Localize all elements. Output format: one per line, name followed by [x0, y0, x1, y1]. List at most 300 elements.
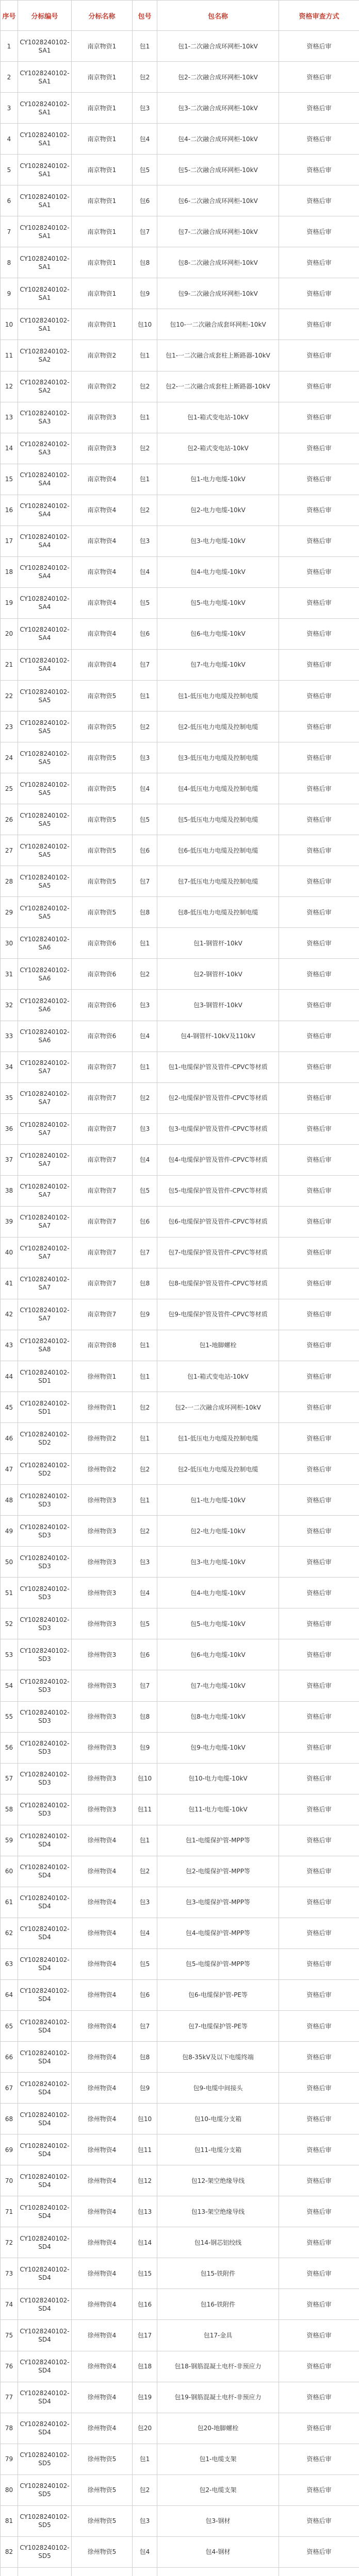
- table-row: [1, 1918, 359, 1948]
- cell-lot-name: 南京物资7: [72, 1237, 133, 1268]
- cell-package-no: 包11: [133, 1794, 157, 1825]
- cell-serial-no: 12: [1, 371, 18, 402]
- cell-lot-name: 南京物资7: [72, 1268, 133, 1299]
- cell-package-no: 包5: [133, 1175, 157, 1206]
- cell-review-method: 资格后审: [279, 309, 359, 340]
- cell-package-name: 包1-电力电缆-10kV: [157, 1485, 279, 1516]
- cell-review-method: 资格后审: [279, 1175, 359, 1206]
- cell-lot-code: CY1028240102-SA1: [18, 247, 72, 278]
- cell-package-name: 包11-电力电缆-10kV: [157, 1794, 279, 1825]
- cell-package-no: 包4: [133, 556, 157, 587]
- cell-package-no: 包8: [133, 897, 157, 928]
- cell-review-method: 资格后审: [279, 618, 359, 649]
- cell-review-method: 资格后审: [279, 835, 359, 866]
- cell-review-method: 资格后审: [279, 959, 359, 990]
- cell-package-name: 包5-低压电力电缆及控制电缆: [157, 804, 279, 835]
- cell-package-name: 包7-电缆保护管-PE等: [157, 2011, 279, 2042]
- cell-serial-no: 4: [1, 124, 18, 155]
- cell-package-name: 包1-二次融合成环网柜-10kV: [157, 31, 279, 62]
- table-row: [1, 185, 359, 216]
- cell-lot-name: 南京物资1: [72, 124, 133, 155]
- cell-lot-name: 徐州物资4: [72, 2011, 133, 2042]
- cell-lot-name: 徐州物资1: [72, 1392, 133, 1423]
- cell-review-method: 资格后审: [279, 587, 359, 618]
- cell-review-method: 资格后审: [279, 433, 359, 464]
- cell-package-name: 包14-钢芯铝绞线: [157, 2227, 279, 2258]
- table-header: [1, 1, 359, 31]
- table-row: [1, 897, 359, 928]
- cell-package-no: 包15: [133, 2258, 157, 2289]
- cell-review-method: [279, 2567, 359, 2576]
- cell-lot-name: 徐州物资4: [72, 1979, 133, 2010]
- table-row: [1, 711, 359, 742]
- cell-serial-no: 45: [1, 1392, 18, 1423]
- cell-serial-no: 77: [1, 2382, 18, 2413]
- cell-review-method: 资格后审: [279, 1578, 359, 1608]
- cell-package-no: 包3: [133, 1113, 157, 1144]
- cell-lot-code: CY1028240102-SD5: [18, 2505, 72, 2536]
- cell-package-name: 包6-电缆保护管-PE等: [157, 1979, 279, 2010]
- cell-lot-name: 南京物资6: [72, 928, 133, 959]
- cell-lot-code: CY1028240102-SD5: [18, 2444, 72, 2475]
- cell-serial-no: 3: [1, 93, 18, 124]
- cell-package-no: 包2: [133, 62, 157, 93]
- table-row: [1, 1330, 359, 1361]
- cell-lot-name: 南京物资3: [72, 433, 133, 464]
- cell-serial-no: 74: [1, 2289, 18, 2320]
- cell-review-method: 资格后审: [279, 1299, 359, 1330]
- table-row: [1, 495, 359, 526]
- table-row: [1, 216, 359, 247]
- cell-serial-no: 20: [1, 618, 18, 649]
- table-row: [1, 526, 359, 556]
- cell-lot-name: 南京物资5: [72, 742, 133, 773]
- cell-package-name: 包9-二次融合成环网柜-10kV: [157, 278, 279, 309]
- table-row: [1, 2289, 359, 2320]
- cell-package-no: 包20: [133, 2413, 157, 2444]
- cell-lot-code: CY1028240102-SA4: [18, 464, 72, 495]
- table-row: [1, 1670, 359, 1701]
- cell-package-name: 包1-电缆支架: [157, 2444, 279, 2475]
- cell-package-name: 包1-低压电力电缆及控制电缆: [157, 680, 279, 711]
- cell-package-name: 包1-电力电缆-10kV: [157, 464, 279, 495]
- cell-review-method: 资格后审: [279, 1670, 359, 1701]
- cell-lot-name: 徐州物资4: [72, 2289, 133, 2320]
- cell-serial-no: 38: [1, 1175, 18, 1206]
- cell-review-method: 资格后审: [279, 2227, 359, 2258]
- cell-serial-no: 17: [1, 526, 18, 556]
- table-row: [1, 1392, 359, 1423]
- table-row: [1, 2475, 359, 2505]
- table-row: [1, 1268, 359, 1299]
- cell-lot-name: 徐州物资3: [72, 1732, 133, 1763]
- cell-review-method: 资格后审: [279, 1979, 359, 2010]
- cell-serial-no: 36: [1, 1113, 18, 1144]
- cell-package-no: 包1: [133, 1052, 157, 1082]
- cell-package-name: 包1-地脚螺栓: [157, 1330, 279, 1361]
- cell-serial-no: 30: [1, 928, 18, 959]
- table-row: [1, 62, 359, 93]
- cell-review-method: 资格后审: [279, 1392, 359, 1423]
- cell-package-no: 包16: [133, 2289, 157, 2320]
- cell-review-method: 资格后审: [279, 2320, 359, 2351]
- cell-review-method: 资格后审: [279, 2258, 359, 2289]
- cell-review-method: 资格后审: [279, 2382, 359, 2413]
- table-row: [1, 2351, 359, 2382]
- cell-review-method: 资格后审: [279, 1856, 359, 1887]
- cell-lot-name: 南京物资4: [72, 464, 133, 495]
- cell-serial-no: 62: [1, 1918, 18, 1948]
- cell-package-name: 包3-电力电缆-10kV: [157, 1547, 279, 1578]
- table-row: [1, 742, 359, 773]
- cell-package-name: 包3-钢管杆-10kV: [157, 990, 279, 1021]
- cell-lot-code: CY1028240102-SA7: [18, 1268, 72, 1299]
- cell-lot-code: CY1028240102-SA1: [18, 124, 72, 155]
- cell-review-method: 资格后审: [279, 1052, 359, 1082]
- cell-review-method: 资格后审: [279, 1732, 359, 1763]
- cell-lot-code: CY1028240102-SA6: [18, 990, 72, 1021]
- cell-review-method: 资格后审: [279, 1454, 359, 1485]
- cell-serial-no: 23: [1, 711, 18, 742]
- cell-package-no: 包4: [133, 1144, 157, 1175]
- cell-package-name: 包2-低压电力电缆及控制电缆: [157, 711, 279, 742]
- cell-package-name: 包18-钢筋混凝土电杆-非预应力: [157, 2351, 279, 2382]
- cell-package-name: 包7-电力电缆-10kV: [157, 649, 279, 680]
- header-serial-no: 序号: [1, 1, 18, 31]
- cell-package-name: 包8-二次融合成环网柜-10kV: [157, 247, 279, 278]
- cell-package-name: 包5-电缆保护管及管件-CPVC等材质: [157, 1175, 279, 1206]
- cell-package-no: 包7: [133, 2011, 157, 2042]
- cell-lot-name: 南京物资4: [72, 495, 133, 526]
- cell-lot-name: 徐州物资4: [72, 2413, 133, 2444]
- cell-package-no: 包8: [133, 2042, 157, 2073]
- cell-lot-code: CY1028240102-SD4: [18, 2258, 72, 2289]
- cell-package-name: 包1-电缆保护管及管件-CPVC等材质: [157, 1052, 279, 1082]
- cell-review-method: 资格后审: [279, 2536, 359, 2567]
- cell-package-no: 包7: [133, 649, 157, 680]
- cell-serial-no: 2: [1, 62, 18, 93]
- table-row: [1, 124, 359, 155]
- cell-package-no: 包3: [133, 2505, 157, 2536]
- cell-lot-name: 南京物资5: [72, 711, 133, 742]
- cell-review-method: 资格后审: [279, 526, 359, 556]
- cell-package-no: 包4: [133, 2536, 157, 2567]
- cell-package-name: 包3-电力电缆-10kV: [157, 526, 279, 556]
- cell-lot-code: CY1028240102-SA5: [18, 897, 72, 928]
- table-row: [1, 155, 359, 185]
- cell-serial-no: 29: [1, 897, 18, 928]
- cell-review-method: 资格后审: [279, 2505, 359, 2536]
- cell-package-no: 包5: [133, 1608, 157, 1639]
- table-row: [1, 618, 359, 649]
- cell-lot-code: CY1028240102-SA5: [18, 804, 72, 835]
- table-row: [1, 1794, 359, 1825]
- cell-serial-no: 81: [1, 2505, 18, 2536]
- cell-review-method: 资格后审: [279, 1268, 359, 1299]
- cell-package-no: 包3: [133, 742, 157, 773]
- cell-review-method: 资格后审: [279, 340, 359, 371]
- cell-package-name: [157, 2567, 279, 2576]
- cell-package-no: [133, 2567, 157, 2576]
- cell-lot-code: CY1028240102-SD3: [18, 1547, 72, 1578]
- cell-lot-code: CY1028240102-SD5: [18, 2536, 72, 2567]
- cell-lot-code: CY1028240102-SA5: [18, 680, 72, 711]
- cell-serial-no: 78: [1, 2413, 18, 2444]
- cell-lot-code: CY1028240102-SD3: [18, 1794, 72, 1825]
- cell-review-method: 资格后审: [279, 556, 359, 587]
- table-row: [1, 1206, 359, 1237]
- cell-review-method: 资格后审: [279, 402, 359, 433]
- cell-package-no: 包6: [133, 185, 157, 216]
- cell-review-method: 资格后审: [279, 1144, 359, 1175]
- cell-package-no: 包9: [133, 2073, 157, 2104]
- cell-package-no: 包3: [133, 1547, 157, 1578]
- cell-package-no: 包10: [133, 2104, 157, 2134]
- cell-serial-no: 15: [1, 464, 18, 495]
- cell-package-no: 包5: [133, 804, 157, 835]
- cell-package-name: 包4-电力电缆-10kV: [157, 1578, 279, 1608]
- cell-lot-name: 南京物资3: [72, 402, 133, 433]
- cell-package-no: 包3: [133, 93, 157, 124]
- cell-package-name: 包4-二次融合成环网柜-10kV: [157, 124, 279, 155]
- cell-package-no: 包2: [133, 1454, 157, 1485]
- cell-package-name: 包4-电缆保护管及管件-CPVC等材质: [157, 1144, 279, 1175]
- cell-serial-no: 24: [1, 742, 18, 773]
- cell-serial-no: 73: [1, 2258, 18, 2289]
- cell-serial-no: 37: [1, 1144, 18, 1175]
- cell-lot-code: CY1028240102-SA4: [18, 587, 72, 618]
- cell-serial-no: 82: [1, 2536, 18, 2567]
- cell-lot-code: CY1028240102-SA1: [18, 155, 72, 185]
- cell-lot-name: 南京物资7: [72, 1144, 133, 1175]
- cell-serial-no: 22: [1, 680, 18, 711]
- cell-package-no: 包1: [133, 680, 157, 711]
- cell-package-no: 包3: [133, 526, 157, 556]
- cell-package-name: 包3-低压电力电缆及控制电缆: [157, 742, 279, 773]
- cell-review-method: 资格后审: [279, 649, 359, 680]
- cell-lot-name: 徐州物资5: [72, 2536, 133, 2567]
- cell-package-name: 包2-电力电缆-10kV: [157, 1516, 279, 1547]
- cell-lot-code: CY1028240102-SA2: [18, 371, 72, 402]
- cell-lot-name: 南京物资4: [72, 526, 133, 556]
- cell-lot-name: 徐州物资4: [72, 2320, 133, 2351]
- cell-serial-no: 71: [1, 2196, 18, 2227]
- cell-package-name: 包3-电缆保护管及管件-CPVC等材质: [157, 1113, 279, 1144]
- cell-review-method: 资格后审: [279, 2042, 359, 2073]
- cell-package-no: 包13: [133, 2196, 157, 2227]
- cell-lot-code: CY1028240102-SA5: [18, 773, 72, 804]
- cell-package-no: 包19: [133, 2382, 157, 2413]
- table-row: [1, 959, 359, 990]
- cell-serial-no: 18: [1, 556, 18, 587]
- cell-package-no: 包8: [133, 1701, 157, 1732]
- header-package-name: 包名称: [157, 1, 279, 31]
- cell-serial-no: 69: [1, 2134, 18, 2165]
- cell-review-method: 资格后审: [279, 1485, 359, 1516]
- cell-lot-name: 徐州物资4: [72, 1918, 133, 1948]
- cell-package-no: 包9: [133, 1299, 157, 1330]
- cell-lot-code: CY1028240102-SD5: [18, 2475, 72, 2505]
- cell-package-name: 包7-电缆保护管及管件-CPVC等材质: [157, 1237, 279, 1268]
- cell-serial-no: 33: [1, 1021, 18, 1052]
- cell-lot-name: 徐州物资3: [72, 1485, 133, 1516]
- table-row: [1, 278, 359, 309]
- cell-lot-code: CY1028240102-SA4: [18, 618, 72, 649]
- table-row: [1, 309, 359, 340]
- cell-package-name: 包15-铁附件: [157, 2258, 279, 2289]
- cell-review-method: 资格后审: [279, 93, 359, 124]
- table-row: [1, 1516, 359, 1547]
- cell-package-no: 包1: [133, 928, 157, 959]
- cell-lot-name: 南京物资5: [72, 680, 133, 711]
- table-row: [1, 2536, 359, 2567]
- cell-review-method: 资格后审: [279, 2444, 359, 2475]
- cell-lot-code: CY1028240102-SD4: [18, 2196, 72, 2227]
- cell-package-name: 包1-电缆保护管-MPP等: [157, 1825, 279, 1856]
- cell-lot-code: CY1028240102-SD3: [18, 1670, 72, 1701]
- cell-package-name: 包2-箱式变电站-10kV: [157, 433, 279, 464]
- cell-lot-code: CY1028240102-SD4: [18, 2320, 72, 2351]
- table-row: [1, 1763, 359, 1794]
- table-row: [1, 464, 359, 495]
- cell-package-name: 包2-电缆支架: [157, 2475, 279, 2505]
- cell-package-name: 包4-钢管杆-10kV及110kV: [157, 1021, 279, 1052]
- cell-lot-code: CY1028240102-SA7: [18, 1052, 72, 1082]
- cell-review-method: 资格后审: [279, 2011, 359, 2042]
- cell-lot-code: CY1028240102-SD1: [18, 1361, 72, 1392]
- cell-review-method: 资格后审: [279, 371, 359, 402]
- cell-serial-no: 21: [1, 649, 18, 680]
- cell-serial-no: 49: [1, 1516, 18, 1547]
- cell-package-name: 包7-低压电力电缆及控制电缆: [157, 866, 279, 897]
- cell-lot-code: CY1028240102-SA1: [18, 93, 72, 124]
- cell-package-no: 包2: [133, 371, 157, 402]
- cell-serial-no: 64: [1, 1979, 18, 2010]
- cell-lot-code: CY1028240102-SD4: [18, 2011, 72, 2042]
- cell-lot-name: 南京物资7: [72, 1113, 133, 1144]
- cell-package-name: 包10-电力电缆-10kV: [157, 1763, 279, 1794]
- cell-lot-name: 南京物资6: [72, 1021, 133, 1052]
- cell-serial-no: 6: [1, 185, 18, 216]
- cell-review-method: 资格后审: [279, 2134, 359, 2165]
- cell-package-no: 包1: [133, 1485, 157, 1516]
- cell-lot-name: 徐州物资2: [72, 1423, 133, 1454]
- cell-review-method: 资格后审: [279, 1918, 359, 1948]
- cell-serial-no: 10: [1, 309, 18, 340]
- cell-lot-name: 徐州物资3: [72, 1608, 133, 1639]
- cell-review-method: 资格后审: [279, 62, 359, 93]
- table-row: [1, 587, 359, 618]
- cell-lot-name: 南京物资6: [72, 959, 133, 990]
- cell-package-no: 包11: [133, 2134, 157, 2165]
- cell-package-name: 包12-架空绝缘导线: [157, 2165, 279, 2196]
- cell-review-method: 资格后审: [279, 1423, 359, 1454]
- cell-lot-code: CY1028240102-SA5: [18, 711, 72, 742]
- cell-lot-name: 徐州物资3: [72, 1670, 133, 1701]
- cell-serial-no: 19: [1, 587, 18, 618]
- cell-lot-code: CY1028240102-SA1: [18, 309, 72, 340]
- cell-lot-code: CY1028240102-SD4: [18, 2227, 72, 2258]
- cell-lot-code: CY1028240102-SD4: [18, 1887, 72, 1918]
- cell-package-no: 包6: [133, 1639, 157, 1670]
- cell-package-no: 包6: [133, 618, 157, 649]
- cell-lot-code: CY1028240102-SD4: [18, 2382, 72, 2413]
- cell-serial-no: 8: [1, 247, 18, 278]
- cell-serial-no: 26: [1, 804, 18, 835]
- cell-serial-no: 47: [1, 1454, 18, 1485]
- cell-package-no: 包2: [133, 495, 157, 526]
- cell-package-name: 包10-一二次融合成套环网柜-10kV: [157, 309, 279, 340]
- cell-package-name: 包4-电缆保护管-MPP等: [157, 1918, 279, 1948]
- cell-lot-code: CY1028240102-SD4: [18, 2134, 72, 2165]
- table-row: [1, 1547, 359, 1578]
- cell-serial-no: 16: [1, 495, 18, 526]
- cell-package-no: 包2: [133, 1082, 157, 1113]
- cell-serial-no: 70: [1, 2165, 18, 2196]
- cell-lot-name: 南京物资7: [72, 1206, 133, 1237]
- cell-lot-code: CY1028240102-SD4: [18, 2104, 72, 2134]
- cell-lot-code: CY1028240102-SA7: [18, 1175, 72, 1206]
- table-row: [1, 433, 359, 464]
- cell-serial-no: 51: [1, 1578, 18, 1608]
- cell-serial-no: 79: [1, 2444, 18, 2475]
- table-row: [1, 93, 359, 124]
- cell-lot-code: CY1028240102-SA8: [18, 1330, 72, 1361]
- table-row: [1, 1021, 359, 1052]
- cell-package-no: 包7: [133, 866, 157, 897]
- cell-lot-name: 南京物资5: [72, 773, 133, 804]
- cell-lot-code: CY1028240102-SA4: [18, 495, 72, 526]
- cell-lot-code: CY1028240102-SA1: [18, 185, 72, 216]
- table-row: [1, 1237, 359, 1268]
- cell-package-name: 包5-电缆保护管-MPP等: [157, 1948, 279, 1979]
- cell-package-no: 包1: [133, 1361, 157, 1392]
- cell-package-no: 包5: [133, 155, 157, 185]
- cell-lot-name: 南京物资5: [72, 804, 133, 835]
- table-row: [1, 2320, 359, 2351]
- table-row: [1, 1175, 359, 1206]
- table-row: [1, 2567, 359, 2576]
- cell-package-name: 包8-电缆保护管及管件-CPVC等材质: [157, 1268, 279, 1299]
- cell-lot-name: 南京物资1: [72, 247, 133, 278]
- cell-package-no: 包4: [133, 124, 157, 155]
- cell-serial-no: 52: [1, 1608, 18, 1639]
- cell-serial-no: 32: [1, 990, 18, 1021]
- cell-package-no: 包1: [133, 340, 157, 371]
- cell-package-no: 包2: [133, 711, 157, 742]
- cell-package-no: 包5: [133, 1948, 157, 1979]
- table-row: [1, 2134, 359, 2165]
- cell-serial-no: 61: [1, 1887, 18, 1918]
- table-row: [1, 1454, 359, 1485]
- table-row: [1, 2073, 359, 2104]
- table-row: [1, 2413, 359, 2444]
- cell-review-method: 资格后审: [279, 124, 359, 155]
- cell-package-name: 包2-钢管杆-10kV: [157, 959, 279, 990]
- cell-package-no: 包2: [133, 433, 157, 464]
- cell-lot-code: CY1028240102-SA6: [18, 928, 72, 959]
- table-body: [1, 31, 359, 2576]
- cell-lot-code: [18, 2567, 72, 2576]
- cell-review-method: 资格后审: [279, 742, 359, 773]
- cell-lot-code: CY1028240102-SD3: [18, 1639, 72, 1670]
- table-row: [1, 1113, 359, 1144]
- cell-lot-name: 南京物资1: [72, 155, 133, 185]
- cell-lot-code: CY1028240102-SA5: [18, 866, 72, 897]
- cell-package-name: 包6-电缆保护管及管件-CPVC等材质: [157, 1206, 279, 1237]
- cell-lot-code: CY1028240102-SA3: [18, 402, 72, 433]
- cell-package-name: 包9-电力电缆-10kV: [157, 1732, 279, 1763]
